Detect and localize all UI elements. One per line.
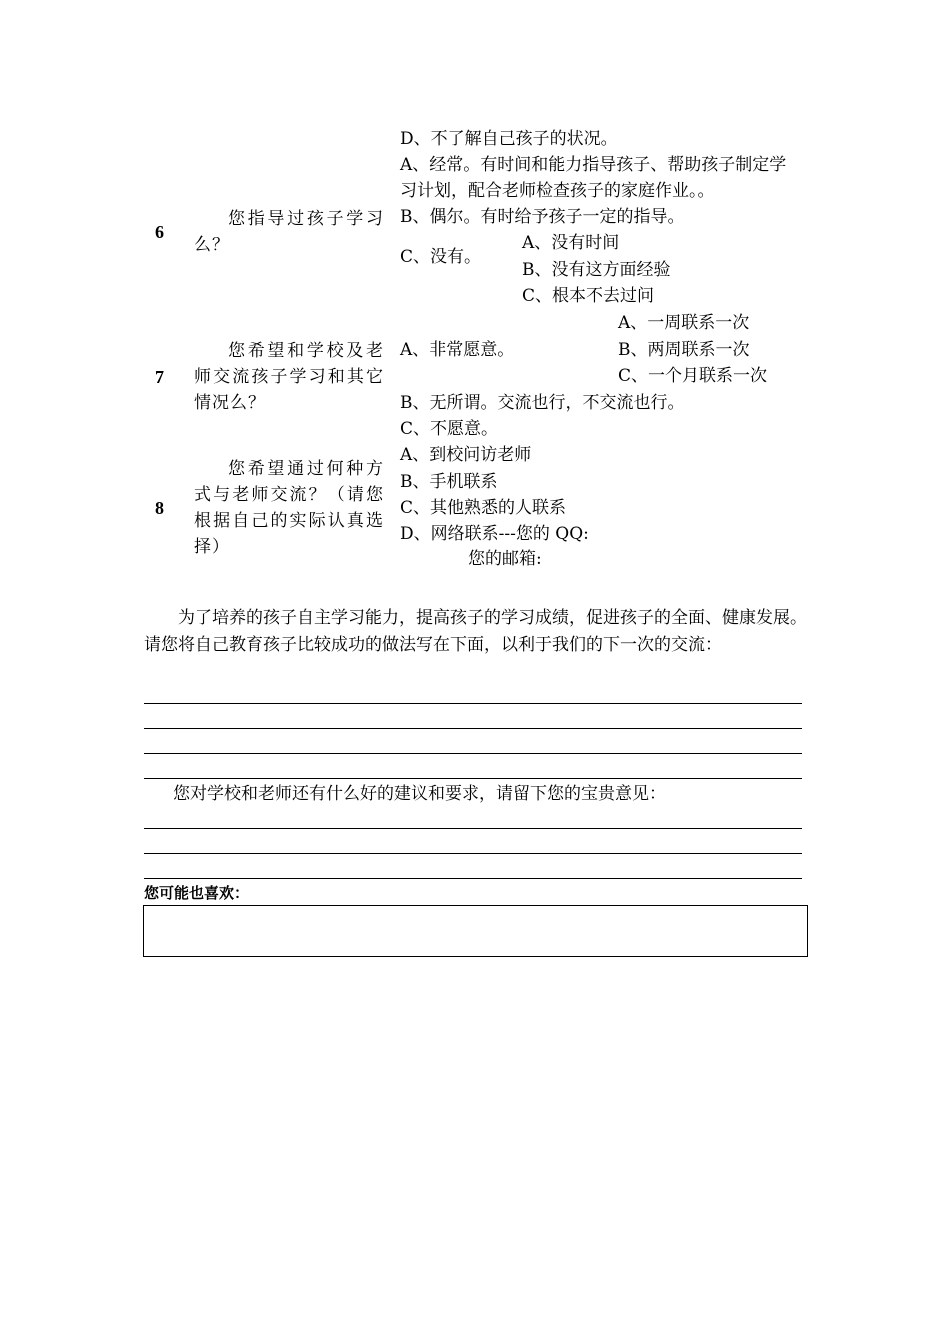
option-6-b: B、偶尔。有时给予孩子一定的指导。 [400, 207, 685, 227]
option-6-c-sub-a: A、没有时间 [522, 233, 620, 253]
answer-line [144, 878, 802, 879]
question-7-text: 您希望和学校及老师交流孩子学习和其它情况么？ [194, 341, 384, 413]
option-8-email-label: 您的邮箱: [468, 549, 542, 569]
question-number-6: 6 [155, 222, 164, 242]
answer-line [144, 828, 802, 829]
option-7-a-sub-a: A、一周联系一次 [618, 313, 750, 333]
option-6-c: C、没有。 [400, 247, 482, 267]
option-6-c-sub-c: C、根本不去过问 [522, 286, 655, 306]
option-7-a: A、非常愿意。 [400, 340, 515, 360]
answer-line [144, 753, 802, 754]
question-6-text: 您指导过孩子学习么？ [194, 209, 384, 255]
question-number-8: 8 [155, 498, 164, 518]
related-content-box [143, 905, 808, 957]
answer-line [144, 703, 802, 704]
option-7-a-sub-c: C、一个月联系一次 [618, 366, 768, 386]
experience-prompt: 为了培养的孩子自主学习能力，提高孩子的学习成绩，促进孩子的全面、健康发展。请您将自己教育孩子比较成功的做法写在下面，以利于我们的下一次的交流： [144, 608, 807, 655]
answer-line [144, 728, 802, 729]
option-7-a-sub-b: B、两周联系一次 [618, 340, 750, 360]
answer-line [144, 853, 802, 854]
option-8-a: A、到校问访老师 [400, 445, 532, 465]
option-8-d: D、网络联系---您的 QQ: [400, 524, 589, 544]
answer-line [144, 778, 802, 779]
option-8-b: B、手机联系 [400, 472, 498, 492]
option-7-c: C、不愿意。 [400, 419, 499, 439]
option-6-c-sub-b: B、没有这方面经验 [522, 260, 671, 280]
question-8-text: 您希望通过何种方式与老师交流？（请您根据自己的实际认真选择） [194, 459, 384, 557]
option-6-a-line2: 习计划，配合老师检查孩子的家庭作业。。 [400, 181, 715, 201]
option-6-prev-d: D、不了解自己孩子的状况。 [400, 129, 618, 149]
suggestion-prompt: 您对学校和老师还有什么好的建议和要求，请留下您的宝贵意见： [173, 784, 666, 804]
option-6-a-line1: A、经常。有时间和能力指导孩子、帮助孩子制定学 [400, 155, 787, 175]
question-number-7: 7 [155, 367, 164, 387]
option-7-b: B、无所谓。交流也行，不交流也行。 [400, 393, 685, 413]
related-heading: 您可能也喜欢： [144, 884, 250, 902]
option-8-c: C、其他熟悉的人联系 [400, 498, 567, 518]
